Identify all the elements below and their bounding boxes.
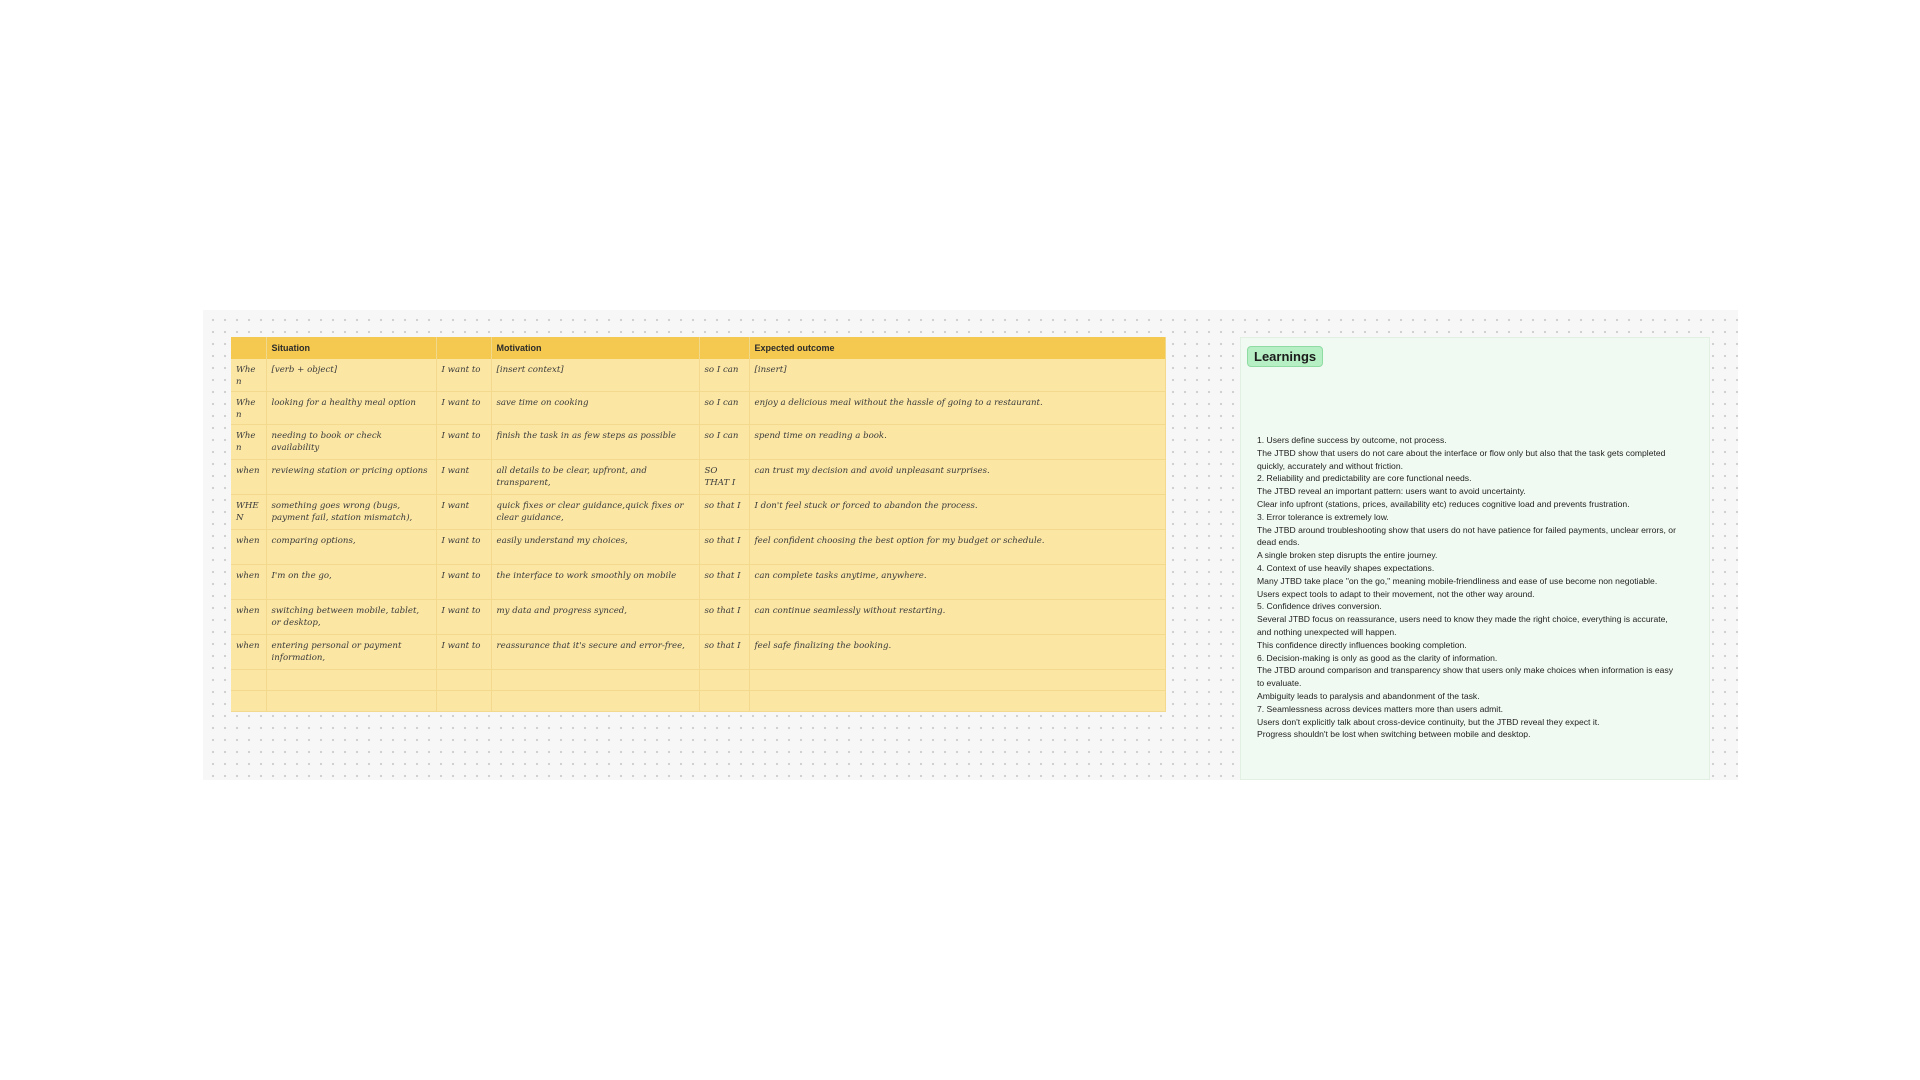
table-cell[interactable]: I want to	[436, 392, 491, 425]
table-cell[interactable]: the interface to work smoothly on mobile	[491, 565, 699, 600]
table-cell[interactable]: needing to book or check availability	[266, 425, 436, 460]
table-cell[interactable]: reassurance that it's secure and error-free,	[491, 635, 699, 670]
table-cell[interactable]: so that I	[699, 600, 749, 635]
table-cell[interactable]: when	[231, 635, 266, 670]
table-header-row	[231, 337, 1165, 359]
table-cell[interactable]	[491, 691, 699, 712]
learning-line: 7. Seamlessness across devices matters more than users admit.	[1257, 703, 1503, 714]
table-cell[interactable]: enjoy a delicious meal without the hassle of going to a restaurant.	[749, 392, 1165, 425]
table-cell[interactable]: can continue seamlessly without restarting.	[749, 600, 1165, 635]
table-row	[231, 495, 1165, 530]
table-cell[interactable]: I want to	[436, 530, 491, 565]
learning-line: 4. Context of use heavily shapes expectations.	[1257, 562, 1435, 573]
learnings-text[interactable]	[1257, 434, 1682, 741]
table-cell[interactable]: looking for a healthy meal option	[266, 392, 436, 425]
table-cell[interactable]: easily understand my choices,	[491, 530, 699, 565]
table-cell[interactable]: when	[231, 460, 266, 495]
header-cell-motivation: Motivation	[491, 337, 699, 359]
table-cell[interactable]: I'm on the go,	[266, 565, 436, 600]
learnings-panel[interactable]	[1240, 337, 1710, 780]
learning-line: 6. Decision-making is only as good as the clarity of information.	[1257, 652, 1498, 663]
table-cell[interactable]: [insert context]	[491, 359, 699, 392]
table-cell[interactable]	[231, 691, 266, 712]
table-cell[interactable]: so I can	[699, 359, 749, 392]
table-cell[interactable]: spend time on reading a book.	[749, 425, 1165, 460]
table-cell[interactable]	[266, 670, 436, 691]
table-row	[231, 600, 1165, 635]
table-row	[231, 359, 1165, 392]
learning-line: The JTBD show that users do not care about the interface or flow only but also that the task gets completed quickly, accurately and without friction.	[1257, 447, 1666, 471]
learning-line: 5. Confidence drives conversion.	[1257, 601, 1382, 612]
table-cell[interactable]: [verb + object]	[266, 359, 436, 392]
table-cell[interactable]: I want	[436, 495, 491, 530]
header-cell-expected-outcome: Expected outcome	[749, 337, 1165, 359]
table-cell[interactable]: I want to	[436, 359, 491, 392]
table-cell[interactable]: When	[231, 425, 266, 460]
table-cell[interactable]: entering personal or payment information,	[266, 635, 436, 670]
table-cell[interactable]	[436, 670, 491, 691]
table-cell[interactable]: I want	[436, 460, 491, 495]
learning-line: The JTBD around troubleshooting show that users do not have patience for failed payments, unclear errors, or dead ends.	[1257, 524, 1676, 548]
learning-line: 2. Reliability and predictability are core functional needs.	[1257, 473, 1472, 484]
jtbd-table[interactable]	[231, 337, 1166, 712]
table-cell[interactable]: When	[231, 392, 266, 425]
table-cell[interactable]: so I can	[699, 425, 749, 460]
table-cell[interactable]: I don't feel stuck or forced to abandon the process.	[749, 495, 1165, 530]
learning-line: Several JTBD focus on reassurance, users need to know they made the right choice, everything is accurate, and nothing unexpected will happen.	[1257, 614, 1668, 637]
table-row	[231, 635, 1165, 670]
table-cell[interactable]: feel safe finalizing the booking.	[749, 635, 1165, 670]
table-cell[interactable]	[491, 670, 699, 691]
table-cell[interactable]: feel confident choosing the best option for my budget or schedule.	[749, 530, 1165, 565]
table-cell[interactable]: SO THAT I	[699, 460, 749, 495]
table-cell[interactable]: when	[231, 565, 266, 600]
table-row	[231, 460, 1165, 495]
table-cell[interactable]: When	[231, 359, 266, 392]
learning-line: 3. Error tolerance is extremely low.	[1257, 511, 1389, 522]
header-cell-situation: Situation	[266, 337, 436, 359]
table-cell[interactable]: WHEN	[231, 495, 266, 530]
learning-line: The JTBD reveal an important pattern: users want to avoid uncertainty.	[1257, 486, 1526, 497]
table-cell[interactable]: so that I	[699, 635, 749, 670]
learning-line: A single broken step disrupts the entire journey.	[1257, 550, 1438, 561]
table-cell[interactable]: all details to be clear, upfront, and transparent,	[491, 460, 699, 495]
table-cell[interactable]: save time on cooking	[491, 392, 699, 425]
header-cell-connector	[436, 337, 491, 359]
table-cell[interactable]: can trust my decision and avoid unpleasant surprises.	[749, 460, 1165, 495]
table-cell[interactable]: I want to	[436, 600, 491, 635]
table-cell[interactable]: finish the task in as few steps as possible	[491, 425, 699, 460]
table-cell[interactable]: when	[231, 530, 266, 565]
table-row	[231, 530, 1165, 565]
table-cell[interactable]	[699, 691, 749, 712]
table-cell[interactable]	[749, 670, 1165, 691]
table-cell[interactable]	[436, 691, 491, 712]
table-cell[interactable]	[231, 670, 266, 691]
learning-line: Users don't explicitly talk about cross-device continuity, but the JTBD reveal they expect it.	[1257, 716, 1600, 727]
header-cell-connector	[699, 337, 749, 359]
table-cell[interactable]: I want to	[436, 565, 491, 600]
learning-line: Many JTBD take place "on the go," meaning mobile-friendliness and ease of use become non negotiable.	[1257, 575, 1658, 586]
table-cell[interactable]: switching between mobile, tablet, or desktop,	[266, 600, 436, 635]
learning-line: Progress shouldn't be lost when switching between mobile and desktop.	[1257, 729, 1531, 740]
table-cell[interactable]: so I can	[699, 392, 749, 425]
table-row	[231, 392, 1165, 425]
learning-line: 1. Users define success by outcome, not process.	[1257, 435, 1447, 445]
table-row	[231, 425, 1165, 460]
table-cell[interactable]: my data and progress synced,	[491, 600, 699, 635]
learning-line: Ambiguity leads to paralysis and abandonment of the task.	[1257, 690, 1480, 701]
learning-line: The JTBD around comparison and transparency show that users only make choices when information is easy to evaluate.	[1257, 665, 1674, 689]
learning-line: This confidence directly influences booking completion.	[1257, 639, 1467, 650]
table-cell[interactable]: comparing options,	[266, 530, 436, 565]
learnings-title[interactable]: Learnings	[1247, 346, 1323, 367]
table-cell[interactable]	[266, 691, 436, 712]
table-cell[interactable]: something goes wrong (bugs, payment fail, station mismatch),	[266, 495, 436, 530]
table-cell[interactable]: quick fixes or clear guidance,quick fixes or clear guidance,	[491, 495, 699, 530]
table-cell[interactable]: I want to	[436, 635, 491, 670]
empty-table-row	[231, 670, 1165, 691]
empty-table-row	[231, 691, 1165, 712]
table-cell[interactable]: reviewing station or pricing options	[266, 460, 436, 495]
learning-line: Users expect tools to adapt to their movement, not the other way around.	[1257, 588, 1535, 599]
header-cell-prefix	[231, 337, 266, 359]
table-cell[interactable]: when	[231, 600, 266, 635]
table-cell[interactable]: can complete tasks anytime, anywhere.	[749, 565, 1165, 600]
table-cell[interactable]: [insert]	[749, 359, 1165, 392]
table-cell[interactable]: so that I	[699, 530, 749, 565]
table-row	[231, 565, 1165, 600]
table-cell[interactable]: so that I	[699, 565, 749, 600]
table-cell[interactable]: so that I	[699, 495, 749, 530]
table-cell[interactable]	[699, 670, 749, 691]
table-cell[interactable]	[749, 691, 1165, 712]
learning-line: Clear info upfront (stations, prices, availability etc) reduces cognitive load and prevents frustration.	[1257, 498, 1630, 509]
table-cell[interactable]: I want to	[436, 425, 491, 460]
